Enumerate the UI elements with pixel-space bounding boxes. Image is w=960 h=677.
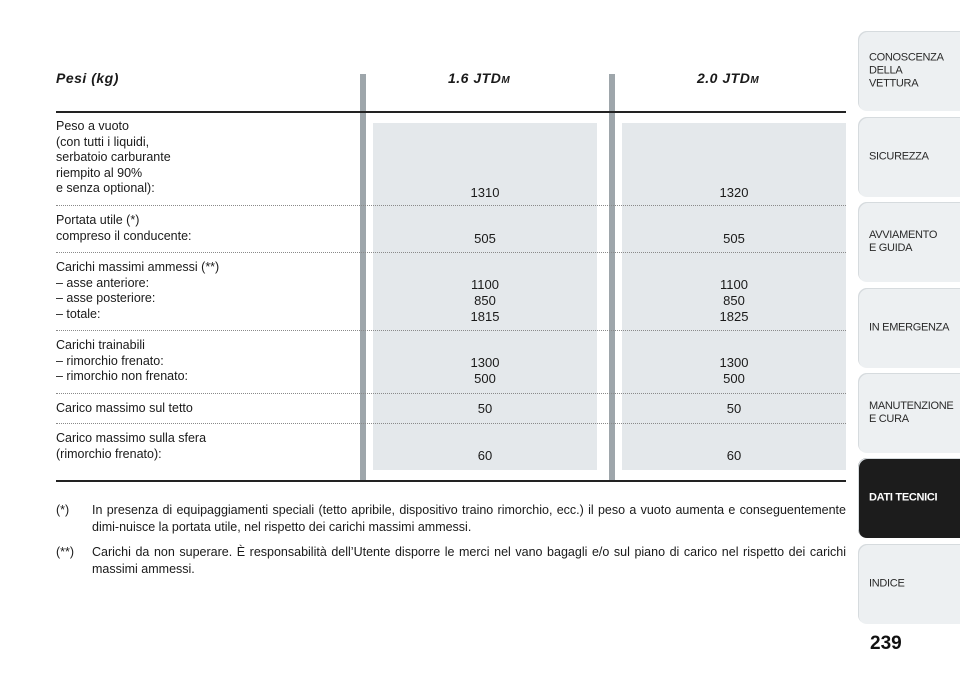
engine-1-6-header [448, 70, 510, 86]
tab-avviamento-e-guida[interactable] [858, 202, 960, 282]
row-empty-weight-v1: 1310 [470, 185, 500, 200]
row-separator [56, 423, 846, 424]
row-separator [56, 205, 846, 206]
tab-label: AVVIAMENTO E GUIDA [869, 229, 938, 254]
row-separator [56, 252, 846, 253]
row-payload-v1: 505 [474, 231, 496, 246]
column-divider-2 [609, 74, 615, 482]
engine-1-6-header-sub: M [501, 75, 510, 86]
row-ball-load-label: Carico massimo sulla sfera (rimorchio frenato): [56, 431, 207, 461]
row-roof-load-label: Carico massimo sul tetto [56, 401, 193, 415]
row-ball-load-v1: 60 [477, 448, 493, 463]
row-roof-load-v1: 50 [477, 401, 493, 416]
tab-sicurezza[interactable] [858, 117, 960, 197]
tab-label: IN EMERGENZA [869, 321, 950, 334]
row-towable-v1: 1300 500 [470, 355, 500, 386]
engine-2-0-header-sub: M [750, 75, 759, 86]
row-payload-label: Portata utile (*) compreso il conducente: [56, 213, 192, 243]
row-towable-label: Carichi trainabili – rimorchio frenato: – rimorchio non frenato: [56, 338, 189, 383]
weights-header: Pesi (kg) [56, 70, 119, 86]
row-empty-weight-v2: 1320 [719, 185, 749, 200]
tab-label: SICUREZZA [869, 150, 929, 163]
row-towable-v2: 1300 500 [719, 355, 749, 386]
footnote-1-mark: (*) [56, 503, 70, 517]
row-max-loads-v2: 1100 850 1825 [719, 277, 749, 324]
table-bottom-rule [56, 480, 846, 482]
tab-label: DATI TECNICI [869, 491, 938, 504]
row-payload-v2: 505 [723, 231, 745, 246]
footnote-1-text: In presenza di equipaggiamenti speciali (tetto apribile, dispositivo traino rimorchio, ecc.) il peso a vuoto aumenta e conseguentemente dimi-nuisce la portata utile, nel rispetto dei carichi massimi ammessi. [92, 503, 846, 534]
engine-2-0-header-main: 2.0 JTD [697, 70, 751, 86]
row-ball-load-v2: 60 [726, 448, 742, 463]
engine-1-6-header-main: 1.6 JTD [448, 70, 502, 86]
page-number: 239 [870, 633, 902, 654]
tab-indice[interactable] [858, 544, 960, 624]
engine-2-0-header [697, 70, 759, 86]
tab-dati-tecnici[interactable] [858, 458, 960, 538]
tab-conoscenza-della-vettura[interactable] [858, 31, 960, 111]
row-max-loads-v1: 1100 850 1815 [470, 277, 500, 324]
tab-manutenzione-e-cura[interactable] [858, 373, 960, 453]
row-roof-load-v2: 50 [726, 401, 742, 416]
tab-label: CONOSCENZA DELLA VETTURA [869, 51, 944, 90]
column-divider-1 [360, 74, 366, 482]
tab-in-emergenza[interactable] [858, 288, 960, 368]
footnote-1 [56, 502, 846, 536]
row-max-loads-label: Carichi massimi ammessi (**) – asse anteriore: – asse posteriore: – totale: [56, 260, 220, 321]
tab-label: INDICE [869, 577, 905, 590]
tab-label: MANUTENZIONE E CURA [869, 400, 954, 425]
row-separator [56, 330, 846, 331]
row-separator [56, 393, 846, 394]
footnote-2-mark: (**) [56, 545, 75, 559]
row-empty-weight-label: Peso a vuoto (con tutti i liquidi, serbatoio carburante riempito al 90% e senza optional): [56, 119, 171, 195]
footnote-2-text: Carichi da non superare. È responsabilità dell’Utente disporre le merci nel vano bagagli e/o sul piano di carico nel rispetto dei carichi massimi ammessi. [92, 545, 846, 576]
table-top-rule [56, 111, 846, 113]
footnote-2 [56, 544, 846, 578]
